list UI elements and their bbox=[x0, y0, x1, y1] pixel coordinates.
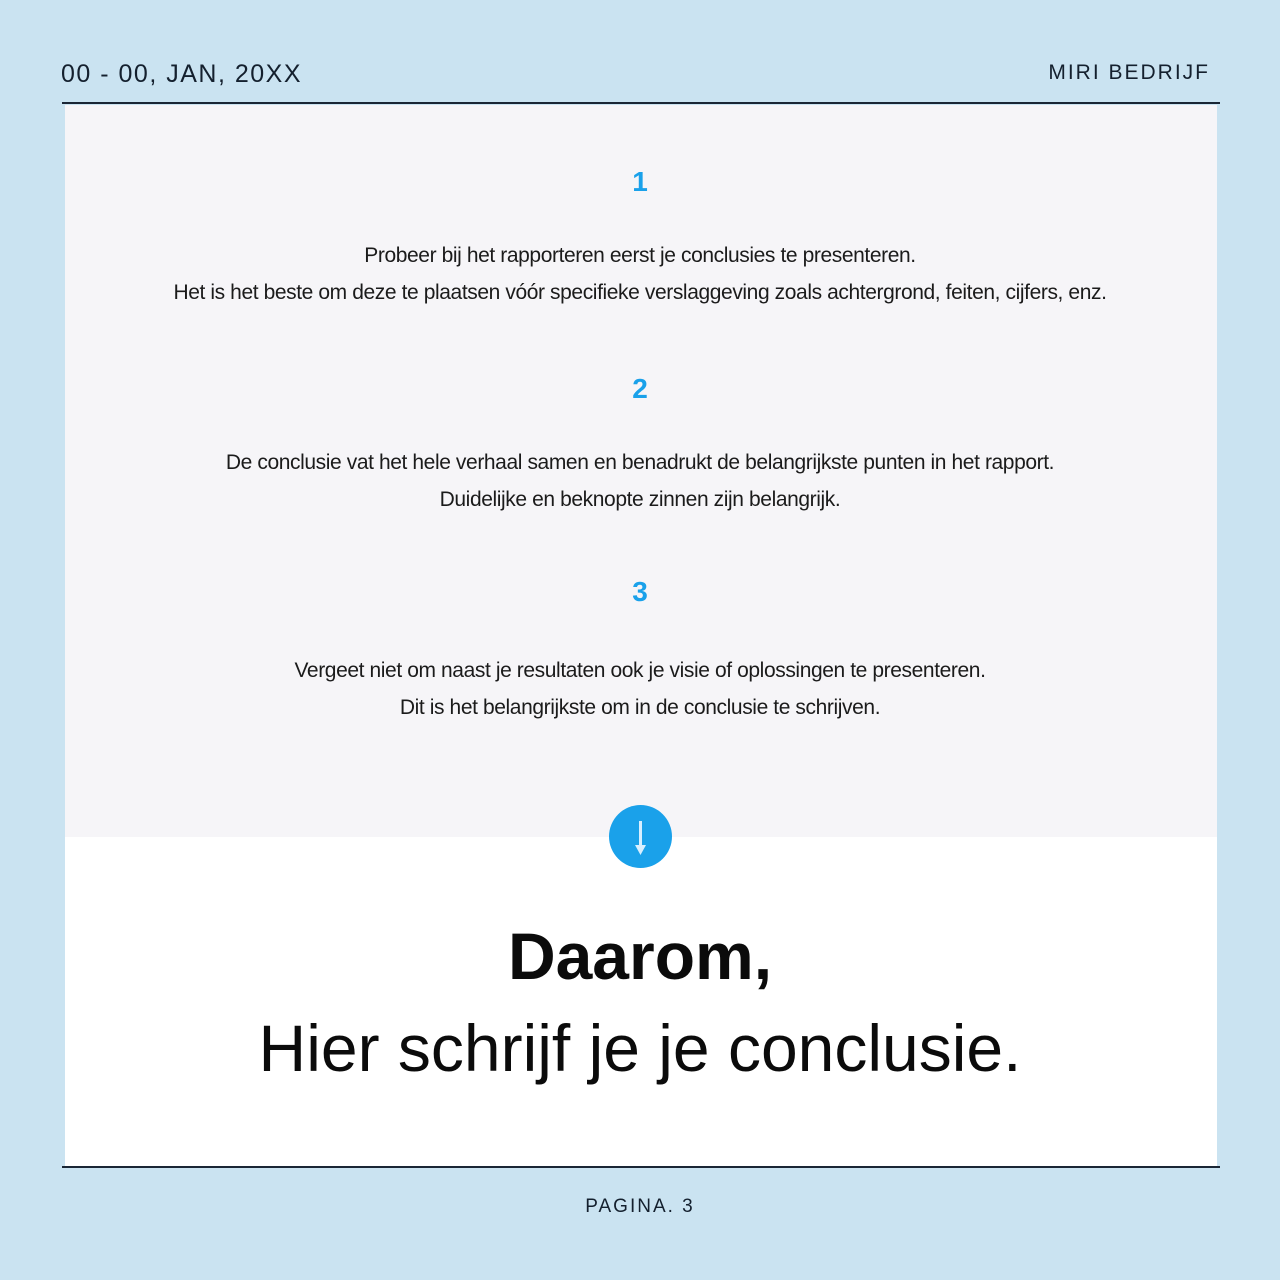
point-text: De conclusie vat het hele verhaal samen en benadrukt de belangrijkste punten in het rapport. Duidelijke en beknopte zinnen zijn belangrijk. bbox=[225, 451, 1055, 511]
point-number: 3 bbox=[632, 576, 648, 607]
company-name: MIRI BEDRIJF bbox=[1048, 61, 1210, 84]
date-range: 00 - 00, JAN, 20XX bbox=[61, 60, 303, 88]
conclusion-text: Hier schrijf je je conclusie. bbox=[258, 1011, 1022, 1085]
point-text: Probeer bij het rapporteren eerst je conclusies te presenteren. Het is het beste om deze te plaatsen vóór specifieke verslaggeving zoals achtergrond, feiten, cijfers, enz. bbox=[173, 244, 1107, 304]
point-text: Vergeet niet om naast je resultaten ook je visie of oplossingen te presenteren. Dit is het belangrijkste om in de conclusie te schrijven. bbox=[294, 659, 986, 719]
conclusion-heading: Daarom, bbox=[507, 919, 773, 993]
page-number: PAGINA. 3 bbox=[585, 1196, 695, 1217]
point-number: 2 bbox=[632, 373, 648, 404]
point-number: 1 bbox=[632, 166, 648, 197]
conclusion-panel bbox=[65, 837, 1217, 1166]
arrow-down-icon bbox=[609, 805, 672, 868]
header-divider bbox=[62, 102, 1220, 104]
footer-divider bbox=[62, 1166, 1220, 1168]
